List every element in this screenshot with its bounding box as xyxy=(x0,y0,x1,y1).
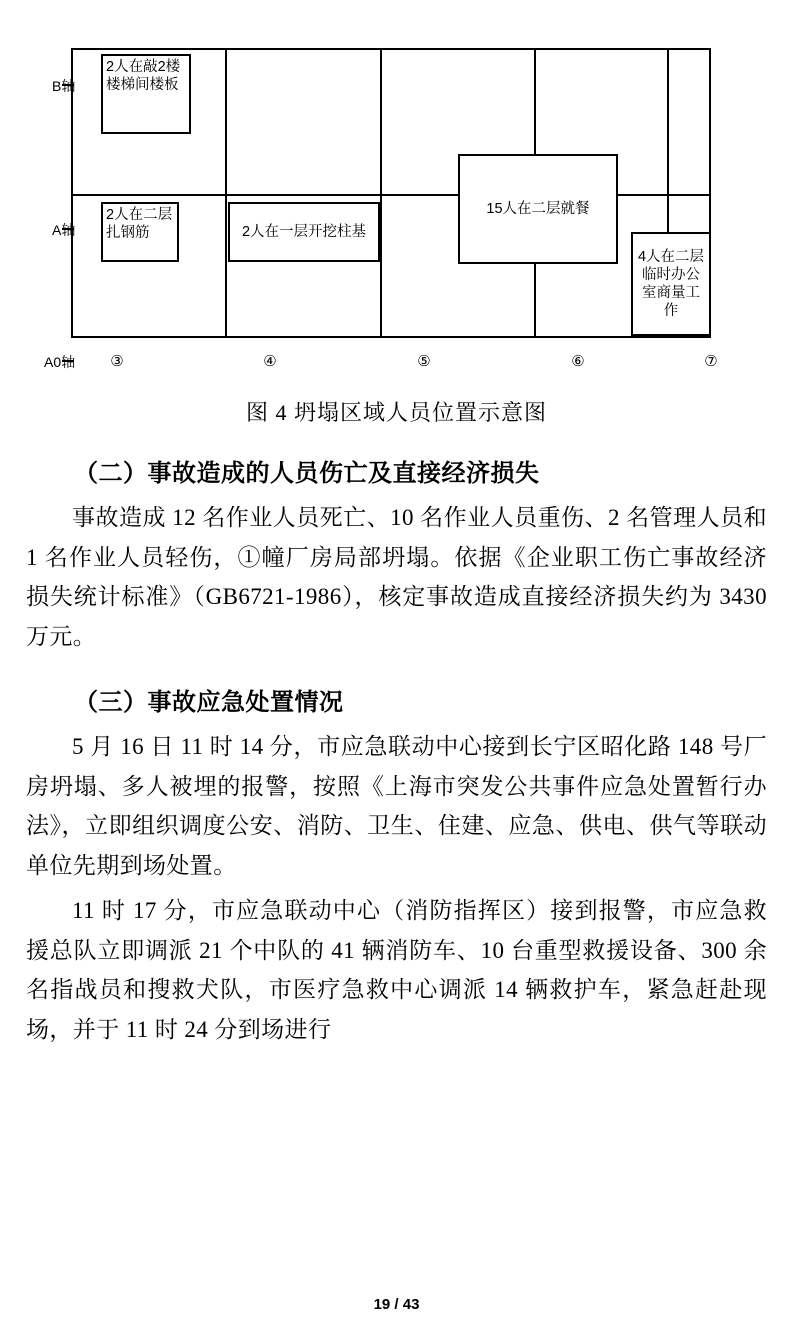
figure-region xyxy=(26,30,767,390)
figure-caption: 图 4 坍塌区域人员位置示意图 xyxy=(245,400,547,425)
document-page xyxy=(0,30,793,1327)
paragraph-emergency-1: 5 月 16 日 11 时 14 分，市应急联动中心接到长宁区昭化路 148 号厂房坍塌、多人被埋的报警，按照《上海市突发公共事件应急处置暂行办法》，立即组织调度公安、消防、卫生、住建、应急、供电、供气等联动单位先期到场处置。 xyxy=(26,734,767,878)
column-label-4: ④ xyxy=(263,353,277,370)
axis-tick-a0 xyxy=(62,360,74,362)
grid-line-5 xyxy=(380,50,382,336)
section-heading-3: （三）事故应急处置情况 xyxy=(74,690,344,717)
axis-label-b: B轴 xyxy=(52,78,76,94)
column-label-6: ⑥ xyxy=(571,353,585,370)
column-label-7: ⑦ xyxy=(704,353,718,370)
person-box-temp-office: 4人在二层临时办公室商量工作 xyxy=(631,232,711,336)
person-box-stairwell: 2人在敲2楼楼梯间楼板 xyxy=(101,54,191,134)
paragraph-emergency-2: 11 时 17 分，市应急联动中心（消防指挥区）接到报警，市应急救援总队立即调派 21 个中队的 41 辆消防车、10 台重型救援设备、300 余名指战员和搜救犬队，市医疗急救中心调派 14 辆救护车，紧急赶赴现场，并于 11 时 24 分到场进行 xyxy=(26,898,767,1043)
column-label-3: ③ xyxy=(110,353,124,370)
person-box-column-base: 2人在一层开挖柱基 xyxy=(228,202,380,262)
axis-label-a0: A0轴 xyxy=(44,354,76,370)
section-heading-2: （二）事故造成的人员伤亡及直接经济损失 xyxy=(74,461,540,487)
person-box-rebar: 2人在二层扎钢筋 xyxy=(101,202,179,262)
collapse-area-diagram xyxy=(71,48,711,338)
column-label-5: ⑤ xyxy=(417,353,431,370)
grid-line-4 xyxy=(225,50,227,336)
page-footer: 19 / 43 xyxy=(373,1296,420,1313)
person-box-dining: 15人在二层就餐 xyxy=(458,154,618,264)
paragraph-casualties: 事故造成 12 名作业人员死亡、10 名作业人员重伤、2 名管理人员和 1 名作业人员轻伤，①幢厂房局部坍塌。依据《企业职工伤亡事故经济损失统计标准》（GB6721-1986），核定事故造成直接经济损失约为 3430 万元。 xyxy=(26,505,767,649)
axis-label-a: A轴 xyxy=(52,222,76,238)
